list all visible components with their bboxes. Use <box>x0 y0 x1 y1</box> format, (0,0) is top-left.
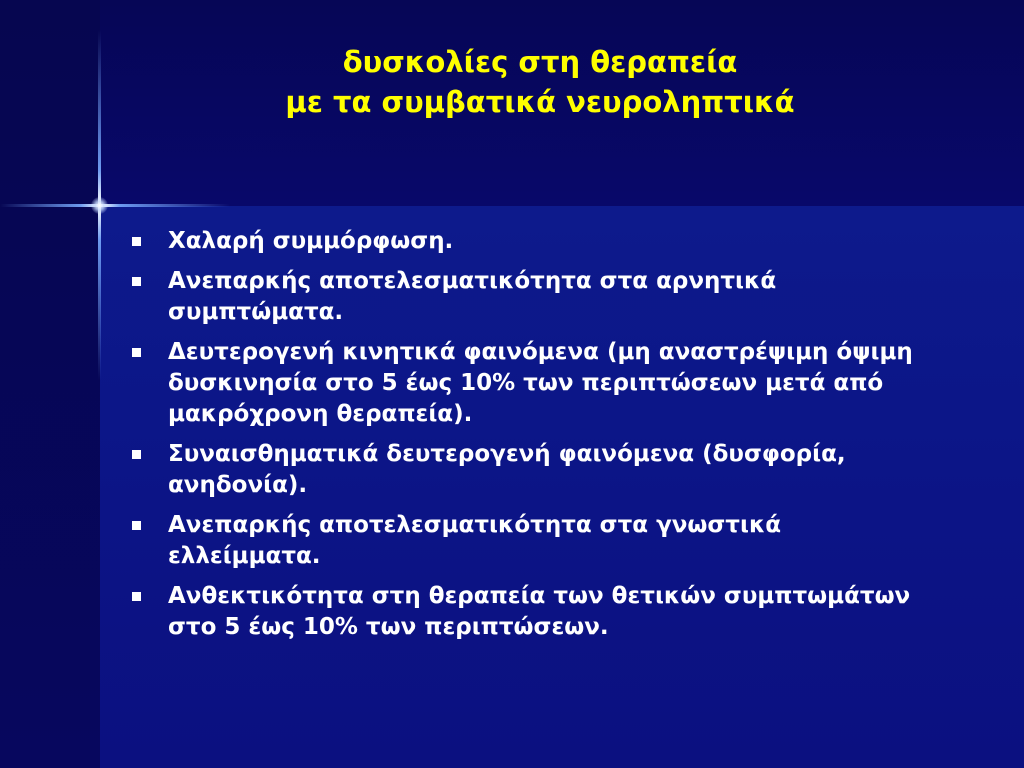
bullet-text: Δευτερογενή κινητικά φαινόμενα (μη αναστρέψιμη όψιμη δυσκινησία στο 5 έως 10% των περιπτώσεων μετά από μακρόχρονη θεραπεία). <box>168 339 913 427</box>
square-bullet-icon <box>132 521 141 530</box>
slide-title-line-1: δυσκολίες στη θεραπεία <box>342 45 738 79</box>
square-bullet-icon <box>132 277 141 286</box>
bullet-list <box>130 226 930 652</box>
bullet-text: Ανεπαρκής αποτελεσματικότητα στα γνωστικά ελλείμματα. <box>168 512 782 569</box>
slide-title-line-2: με τα συμβατικά νευροληπτικά <box>285 85 795 119</box>
square-bullet-icon <box>132 237 141 246</box>
bullet-text: Συναισθηματικά δευτερογενή φαινόμενα (δυσφορία, ανηδονία). <box>168 441 846 498</box>
background-left-band <box>0 0 100 768</box>
bullet-text: Χαλαρή συμμόρφωση. <box>168 228 454 254</box>
bullet-text: Ανθεκτικότητα στη θεραπεία των θετικών συμπτωμάτων στο 5 έως 10% των περιπτώσεων. <box>168 583 911 640</box>
bullet-item <box>130 439 930 501</box>
bullet-item <box>130 337 930 430</box>
square-bullet-icon <box>132 348 141 357</box>
bullet-item <box>130 266 930 328</box>
sparkle-star-icon <box>91 197 108 214</box>
square-bullet-icon <box>132 592 141 601</box>
slide-title <box>130 42 950 122</box>
bullet-item <box>130 581 930 643</box>
bullet-text: Ανεπαρκής αποτελεσματικότητα στα αρνητικά συμπτώματα. <box>168 268 777 325</box>
sparkle-horizontal-ray <box>0 204 230 207</box>
bullet-item <box>130 226 930 257</box>
bullet-item <box>130 510 930 572</box>
square-bullet-icon <box>132 450 141 459</box>
